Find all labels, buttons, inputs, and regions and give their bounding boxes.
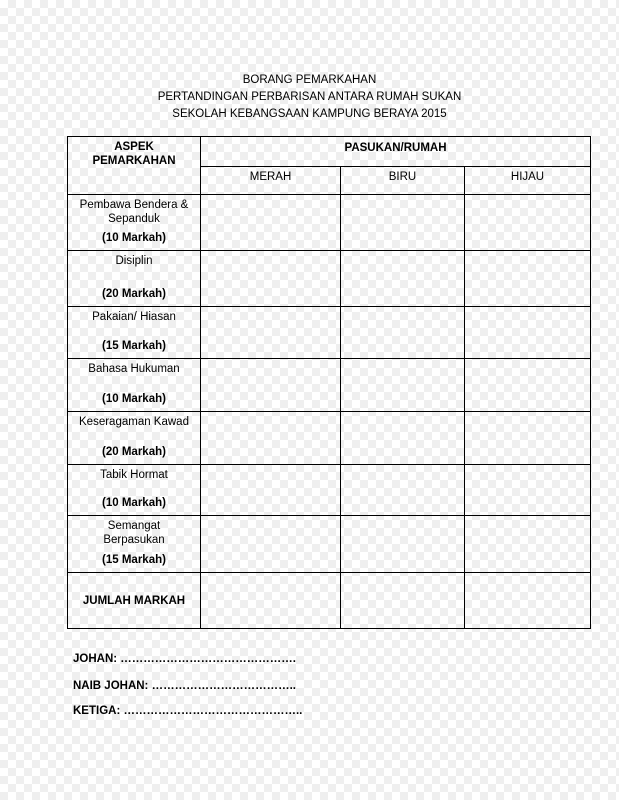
total-cell-merah[interactable] [201,573,341,629]
aspect-header-line-2: PEMARKAHAN [92,155,176,167]
table-row [68,412,591,465]
aspect-marks: (10 Markah) [102,232,166,244]
score-cell-merah[interactable] [201,516,341,573]
aspect-marks: (20 Markah) [102,288,166,300]
score-table [67,136,591,629]
team-header-biru: BIRU [341,167,465,195]
aspect-marks: (10 Markah) [102,497,166,509]
score-cell-hijau[interactable] [465,307,591,359]
score-cell-merah[interactable] [201,465,341,516]
aspect-header-line-1: ASPEK [114,141,154,153]
aspect-name-line-1: Semangat [107,520,161,532]
aspect-cell [68,195,201,251]
score-cell-hijau[interactable] [465,251,591,307]
aspect-marks: (15 Markah) [102,340,166,352]
score-cell-biru[interactable] [341,307,465,359]
table-row [68,307,591,359]
score-cell-merah[interactable] [201,251,341,307]
total-cell-biru[interactable] [341,573,465,629]
team-group-header: PASUKAN/RUMAH [201,137,591,167]
aspect-cell [68,307,201,359]
aspect-name-line-1: Tabik Hormat [100,469,168,481]
team-header-hijau: HIJAU [465,167,591,195]
johan-line: JOHAN: ………………………………………. [73,653,296,665]
score-cell-merah[interactable] [201,195,341,251]
score-cell-hijau[interactable] [465,516,591,573]
score-cell-hijau[interactable] [465,195,591,251]
score-cell-biru[interactable] [341,195,465,251]
aspect-name [68,310,200,324]
total-cell-hijau[interactable] [465,573,591,629]
aspect-cell [68,359,201,412]
naib-johan-line: NAIB JOHAN: ……………………………….. [73,680,296,692]
aspect-name [68,362,200,376]
aspect-cell [68,465,201,516]
score-cell-biru[interactable] [341,251,465,307]
aspect-name-line-1: Disiplin [115,255,153,267]
aspect-marks: (10 Markah) [102,393,166,405]
table-row [68,465,591,516]
table-row [68,516,591,573]
table-row [68,359,591,412]
title-line-2: PERTANDINGAN PERBARISAN ANTARA RUMAH SUKAN [157,91,462,103]
aspect-cell [68,251,201,307]
title-line-3: SEKOLAH KEBANGSAAN KAMPUNG BERAYA 2015 [172,108,447,120]
aspect-name [68,468,200,482]
score-cell-biru[interactable] [341,465,465,516]
aspect-name-line-2: Berpasukan [103,534,165,546]
score-cell-biru[interactable] [341,516,465,573]
score-cell-biru[interactable] [341,412,465,465]
score-cell-biru[interactable] [341,359,465,412]
aspect-cell [68,412,201,465]
aspect-cell [68,516,201,573]
score-cell-hijau[interactable] [465,359,591,412]
score-cell-merah[interactable] [201,307,341,359]
form-title [0,72,619,123]
aspect-name [68,415,200,429]
aspect-name-line-1: Pakaian/ Hiasan [92,311,176,323]
aspect-marks: (15 Markah) [102,554,166,566]
score-cell-merah[interactable] [201,359,341,412]
aspect-name-line-1: Keseragaman Kawad [79,416,189,428]
ketiga-line: KETIGA: ……………………………………….. [73,705,303,717]
score-cell-hijau[interactable] [465,465,591,516]
aspect-marks: (20 Markah) [102,446,166,458]
table-row [68,195,591,251]
title-line-1: BORANG PEMARKAHAN [242,74,377,86]
aspect-name-line-1: Pembawa Bendera & [79,199,189,211]
aspect-name-line-1: Bahasa Hukuman [88,363,180,375]
total-row [68,573,591,629]
table-header-row [68,137,591,167]
table-row [68,251,591,307]
total-label: JUMLAH MARKAH [68,573,201,629]
aspect-name [68,519,200,547]
score-cell-merah[interactable] [201,412,341,465]
team-header-merah: MERAH [201,167,341,195]
aspect-name [68,254,200,268]
score-cell-hijau[interactable] [465,412,591,465]
aspect-name-line-2: Sepanduk [108,213,160,225]
aspect-column-header [68,137,201,195]
aspect-name [68,198,200,226]
